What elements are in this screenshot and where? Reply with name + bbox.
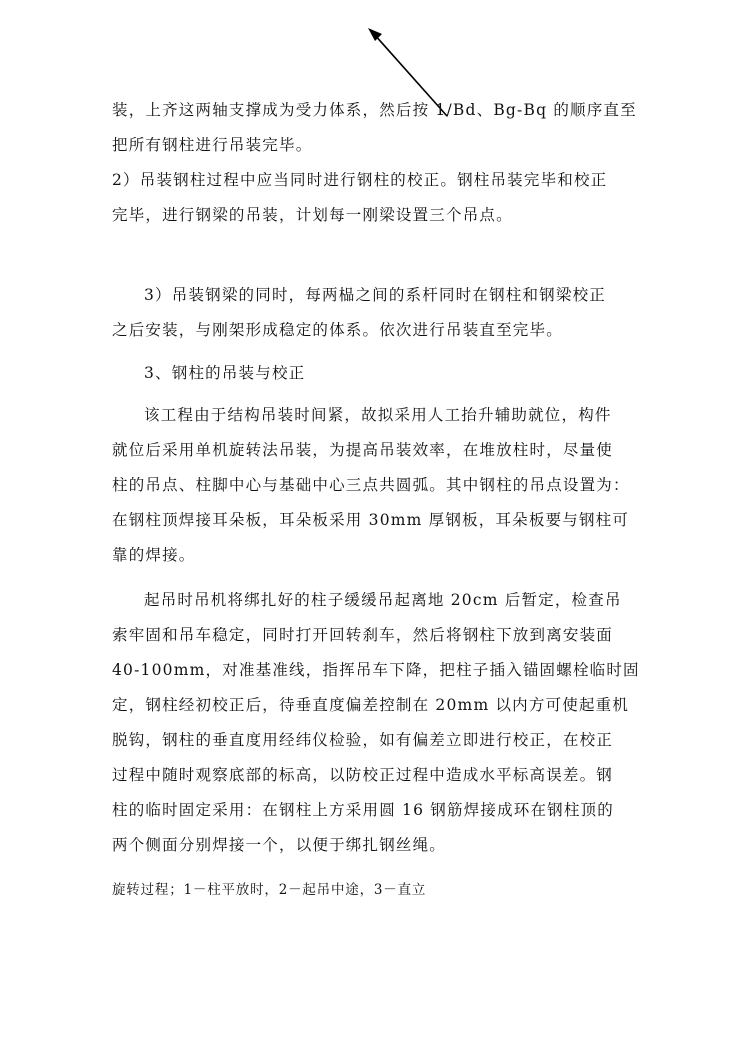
text-line: 40-100mm，对准基准线，指挥吊车下降，把柱子插入锚固螺栓临时固 (112, 661, 640, 679)
text-line: 之后安装，与刚架形成稳定的体系。依次进行吊装直至完毕。 (112, 321, 563, 339)
text-line: 把所有钢柱进行吊装完毕。 (112, 136, 313, 154)
text-line: 定，钢柱经初校正后，待垂直度偏差控制在 20mm 以内方可使起重机 (112, 696, 630, 714)
text-line: 装，上齐这两轴支撑成为受力体系，然后按 1/Bd、Bg-Bq 的顺序直至 (112, 101, 637, 119)
text-line: 起吊时吊机将绑扎好的柱子缓缓吊起离地 20cm 后暂定，检查吊 (144, 591, 622, 609)
text-line: 柱的吊点、柱脚中心与基础中心三点共圆弧。其中钢柱的吊点设置为： (112, 476, 630, 494)
text-line: 完毕，进行钢梁的吊装，计划每一刚梁设置三个吊点。 (112, 206, 513, 224)
text-line: 就位后采用单机旋转法吊装，为提高吊装效率，在堆放柱时，尽量使 (112, 441, 614, 459)
text-line: 2）吊装钢柱过程中应当同时进行钢柱的校正。钢柱吊装完毕和校正 (112, 171, 608, 189)
section-heading: 3、钢柱的吊装与校正 (144, 364, 306, 382)
figure-caption: 旋转过程；1－柱平放时，2－起吊中途，3－直立 (112, 882, 427, 898)
text-line: 脱钩，钢柱的垂直度用经纬仪检验，如有偏差立即进行校正，在校正 (112, 731, 614, 749)
text-line: 在钢柱顶焊接耳朵板，耳朵板采用 30mm 厚钢板，耳朵板要与钢柱可 (112, 511, 630, 529)
text-line: 柱的临时固定采用：在钢柱上方采用圆 16 钢筋焊接成环在钢柱顶的 (112, 801, 614, 819)
text-line: 过程中随时观察底部的标高，以防校正过程中造成水平标高误差。钢 (112, 766, 614, 784)
text-line: 该工程由于结构吊装时间紧，故拟采用人工抬升辅助就位，构件 (144, 406, 612, 424)
text-line: 索牢固和吊车稳定，同时打开回转刹车，然后将钢柱下放到离安装面 (112, 626, 614, 644)
text-line: 3）吊装钢梁的同时，每两榀之间的系杆同时在钢柱和钢梁校正 (144, 286, 606, 304)
text-line: 靠的焊接。 (112, 546, 196, 564)
text-line: 两个侧面分别焊接一个，以便于绑扎钢丝绳。 (112, 836, 447, 854)
